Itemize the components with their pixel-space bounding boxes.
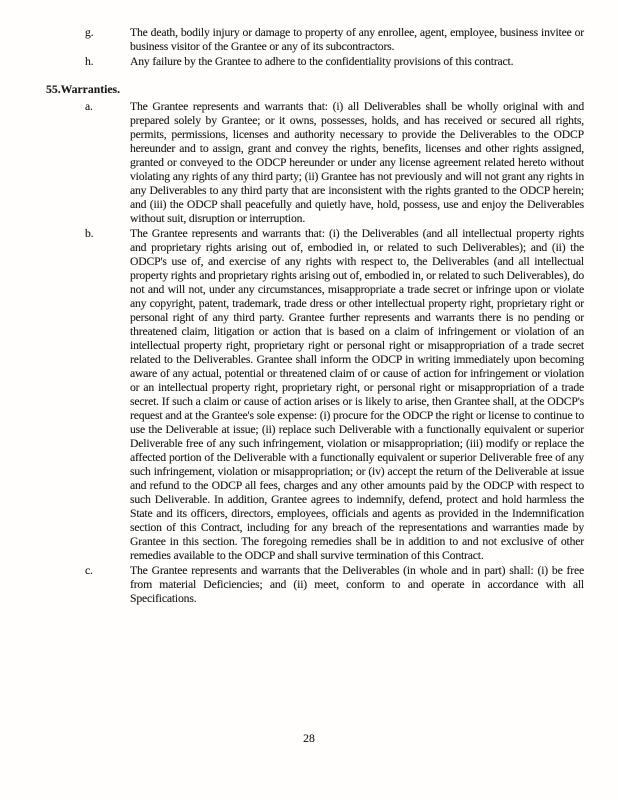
- list-item: [46, 100, 584, 226]
- item-label: h.: [85, 55, 94, 68]
- document-body: [46, 26, 584, 607]
- item-text: The Grantee represents and warrants that: (i) the Deliverables (and all intellectual property rights and proprietary rights arising out of, embodied in, or related to such Deliverables); and (ii) the ODCP's use of, and exercise of any rights with respect to, the Deliverables (and all intellectual property rights and proprietary rights arising out of, embodied in, or related to such Deliverables), do not and will not, under any circumstances, misappropriate a trade secret or infringe upon or violate any copyright, patent, trademark, trade dress or other intellectual property right, proprietary right or personal right of any third party. Grantee further represents and warrants there is no pending or threatened claim, litigation or action that is based on a claim of infringement or violation of an intellectual property right, proprietary right or personal right or misappropriation of a trade secret related to the Deliverables. Grantee shall inform the ODCP in writing immediately upon becoming aware of any actual, potential or threatened claim of or cause of action for infringement or violation or an intellectual property right, proprietary right, or personal right or misappropriation of a trade secret. If such a claim or cause of action arises or is likely to arise, then Grantee shall, at the ODCP's request and at the Grantee's sole expense: (i) procure for the ODCP the right or license to continue to use the Deliverable at issue; (ii) replace such Deliverable with a functionally equivalent or superior Deliverable free of any such infringement, violation or misappropriation; (iii) modify or replace the affected portion of the Deliverable with a functionally equivalent or superior Deliverable free of any such infringement, violation or misappropriation; or (iv) accept the return of the Deliverable at issue and refund to the ODCP all fees, charges and any other amounts paid by the ODCP with respect to such Deliverable. In addition, Grantee agrees to indemnify, defend, protect and hold harmless the State and its officers, directors, employees, officials and agents as provided in the Indemnification section of this Contract, including for any breach of the representations and warranties made by Grantee in this section. The foregoing remedies shall be in addition to and not exclusive of other remedies available to the ODCP and shall survive termination of this Contract.: [130, 227, 584, 562]
- item-label: g.: [85, 26, 94, 39]
- item-text: Any failure by the Grantee to adhere to the confidentiality provisions of this contract.: [130, 55, 514, 68]
- list-item: [46, 55, 584, 69]
- list-item: [46, 26, 584, 54]
- list-item: [46, 227, 584, 563]
- item-text: The Grantee represents and warrants that the Deliverables (in whole and in part) shall: (i) be free from material Deficiencies; and (ii) meet, conform to and operate in accordance with all Specifications.: [130, 564, 584, 605]
- clause-list-top: [46, 26, 584, 69]
- list-item: [46, 564, 584, 606]
- section-heading: 55.Warranties.: [46, 83, 121, 96]
- item-label: a.: [85, 100, 93, 113]
- item-text: The death, bodily injury or damage to property of any enrollee, agent, employee, business invitee or business visitor of the Grantee or any of its subcontractors.: [130, 26, 584, 53]
- item-label: b.: [85, 227, 94, 240]
- item-label: c.: [85, 564, 93, 577]
- page-number: 28: [303, 732, 315, 745]
- clause-list-warranties: [46, 100, 584, 606]
- item-text: The Grantee represents and warrants that: (i) all Deliverables shall be wholly original with and prepared solely by Grantee; or it owns, possesses, holds, and has received or secured all rights, permits, permissions, licenses and authority necessary to provide the Deliverables to the ODCP hereunder and to assign, grant and convey the rights, benefits, licenses and other rights assigned, granted or conveyed to the ODCP hereunder or under any license agreement related hereto without violating any rights of any third party; (ii) Grantee has not previously and will not grant any rights in any Deliverables to any third party that are inconsistent with the rights granted to the ODCP herein; and (iii) the ODCP shall peacefully and quietly have, hold, possess, use and enjoy the Deliverables without suit, disruption or interruption.: [130, 100, 584, 225]
